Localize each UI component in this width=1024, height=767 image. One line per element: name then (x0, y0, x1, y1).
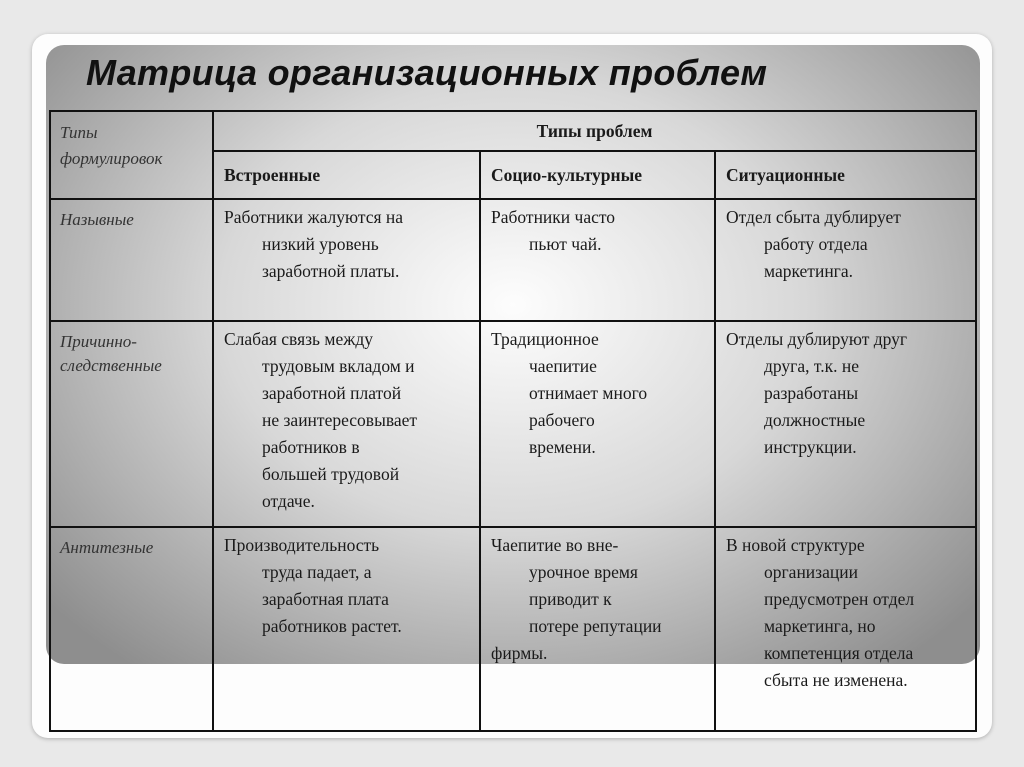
cell-line: маркетинга, но (764, 616, 876, 636)
cell-line: инструкции. (764, 437, 857, 457)
cell-line: Работники жалуются на (224, 207, 404, 227)
cell-line: Отдел сбыта дублирует (726, 207, 901, 227)
corner-header-line: Типы (60, 123, 98, 142)
cell-line: времени. (529, 437, 596, 457)
cell-line: урочное время (529, 562, 638, 582)
table-cell (480, 199, 715, 321)
row-header-line: следственные (60, 356, 162, 375)
cell-line: компетенция отдела (764, 643, 914, 663)
cell-line: заработной платы. (262, 261, 400, 281)
cell-line: работу отдела (764, 234, 868, 254)
table-cell (715, 199, 976, 321)
table-row-nominal (50, 199, 976, 321)
cell-line: Работники часто (491, 207, 616, 227)
cell-line: трудовым вкладом и (262, 356, 415, 376)
row-header-nominal (50, 199, 213, 321)
header-row-group (50, 111, 976, 151)
column-header-situational: Ситуационные (715, 151, 976, 199)
cell-line: отнимает много (529, 383, 648, 403)
table-row-causal (50, 321, 976, 527)
cell-line: предусмотрен отдел (764, 589, 915, 609)
table-cell (213, 199, 480, 321)
table-cell (715, 527, 976, 731)
cell-line: Отделы дублируют друг (726, 329, 908, 349)
row-header-line: Причинно- (60, 332, 137, 351)
slide-title: Матрица организационных проблем (86, 52, 768, 93)
problem-matrix-table (49, 110, 977, 732)
cell-line: друга, т.к. не (764, 356, 859, 376)
cell-line: заработной платой (262, 383, 402, 403)
cell-line: фирмы. (491, 643, 548, 663)
column-header-socio-cultural: Социо-культурные (480, 151, 715, 199)
table-cell (213, 321, 480, 527)
cell-line: не заинтересовывает (262, 410, 418, 430)
table-cell (480, 321, 715, 527)
table-row-antithetic (50, 527, 976, 731)
corner-header (50, 111, 213, 199)
table-cell (213, 527, 480, 731)
cell-line: Традиционное (491, 329, 599, 349)
problem-types-header: Типы проблем (213, 111, 976, 151)
cell-line: В новой структуре (726, 535, 865, 555)
cell-line: Слабая связь между (224, 329, 373, 349)
cell-line: Производительность (224, 535, 380, 555)
row-header-causal (50, 321, 213, 527)
cell-line: низкий уровень (262, 234, 379, 254)
cell-line: разработаны (764, 383, 859, 403)
cell-line: потере репутации (529, 616, 662, 636)
cell-line: чаепитие (529, 356, 597, 376)
cell-line: труда падает, а (262, 562, 372, 582)
row-header-antithetic (50, 527, 213, 731)
cell-line: пьют чай. (529, 234, 602, 254)
corner-header-line: формулировок (60, 149, 163, 168)
cell-line: организации (764, 562, 858, 582)
cell-line: работников растет. (262, 616, 402, 636)
column-header-built-in: Встроенные (213, 151, 480, 199)
table-cell (480, 527, 715, 731)
row-header-line: Назывные (60, 210, 134, 229)
cell-line: отдаче. (262, 491, 315, 511)
table-cell (715, 321, 976, 527)
cell-line: рабочего (529, 410, 595, 430)
cell-line: заработная плата (262, 589, 389, 609)
cell-line: работников в (262, 437, 360, 457)
cell-line: сбыта не изменена. (764, 670, 908, 690)
row-header-line: Антитезные (60, 538, 154, 557)
cell-line: приводит к (529, 589, 612, 609)
cell-line: должностные (764, 410, 866, 430)
cell-line: маркетинга. (764, 261, 854, 281)
cell-line: Чаепитие во вне- (491, 535, 619, 555)
cell-line: большей трудовой (262, 464, 400, 484)
